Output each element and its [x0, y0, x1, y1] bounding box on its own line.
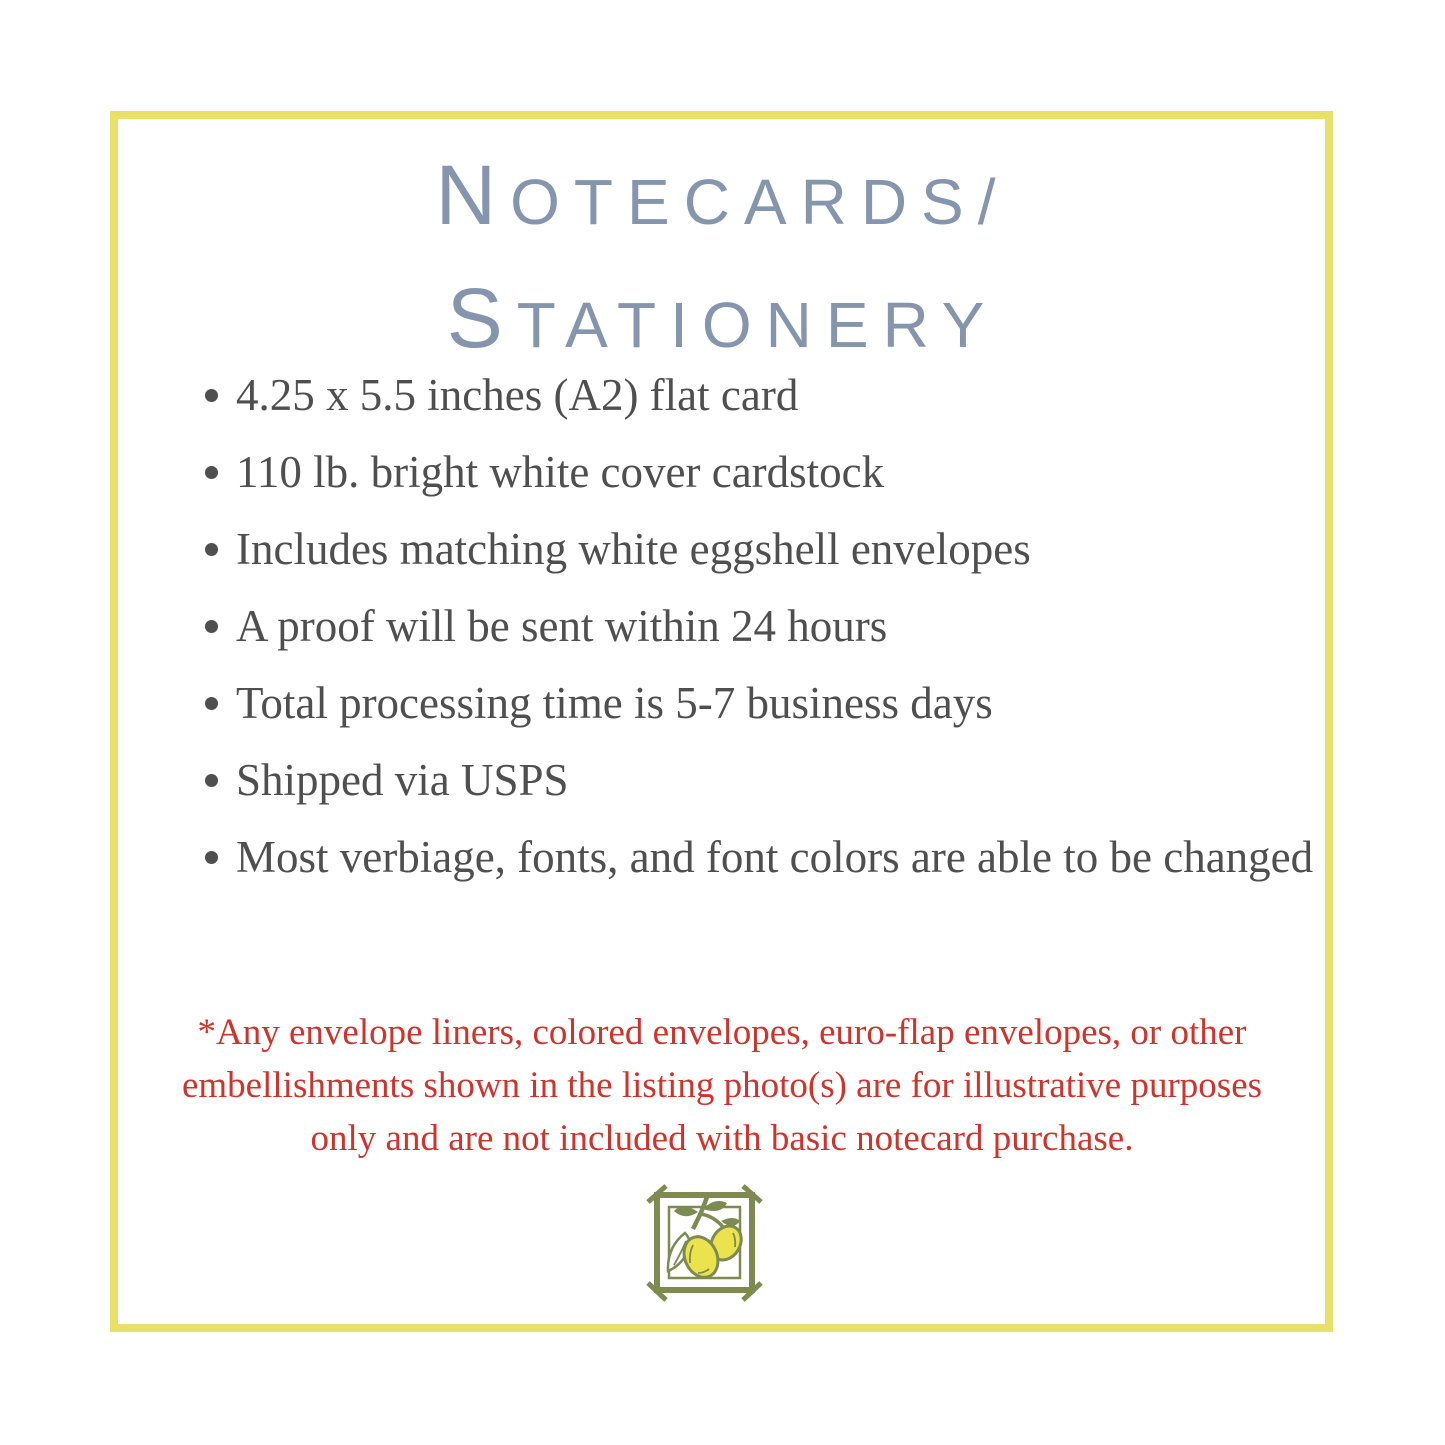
disclaimer-text	[142, 1006, 1302, 1165]
list-item: 110 lb. bright white cover cardstock	[236, 434, 1366, 511]
page-title	[0, 146, 1445, 392]
list-item: Most verbiage, fonts, and font colors are able to be changed	[236, 819, 1366, 896]
disclaimer-line: only and are not included with basic notecard purchase.	[310, 1118, 1134, 1159]
product-details-list	[236, 357, 1366, 896]
list-item: A proof will be sent within 24 hours	[236, 588, 1366, 665]
list-item: Shipped via USPS	[236, 742, 1366, 819]
title-line-1-rest: OTECARDS/	[510, 166, 1010, 238]
logo-branch	[700, 1214, 723, 1227]
title-line-1-initial: N	[435, 148, 511, 242]
disclaimer-line: embellishments shown in the listing photo(s) are for illustrative purposes	[181, 1065, 1263, 1106]
title-line-2-rest: TATIONERY	[516, 289, 999, 361]
title-line-1	[0, 146, 1445, 269]
list-item: Includes matching white eggshell envelopes	[236, 511, 1366, 588]
lemon-stamp-logo-icon	[641, 1181, 767, 1305]
list-item: 4.25 x 5.5 inches (A2) flat card	[236, 357, 1366, 434]
title-line-2-initial: S	[446, 271, 517, 365]
disclaimer-line: *Any envelope liners, colored envelopes, euro-flap envelopes, or other	[197, 1012, 1247, 1053]
list-item: Total processing time is 5-7 business days	[236, 665, 1366, 742]
